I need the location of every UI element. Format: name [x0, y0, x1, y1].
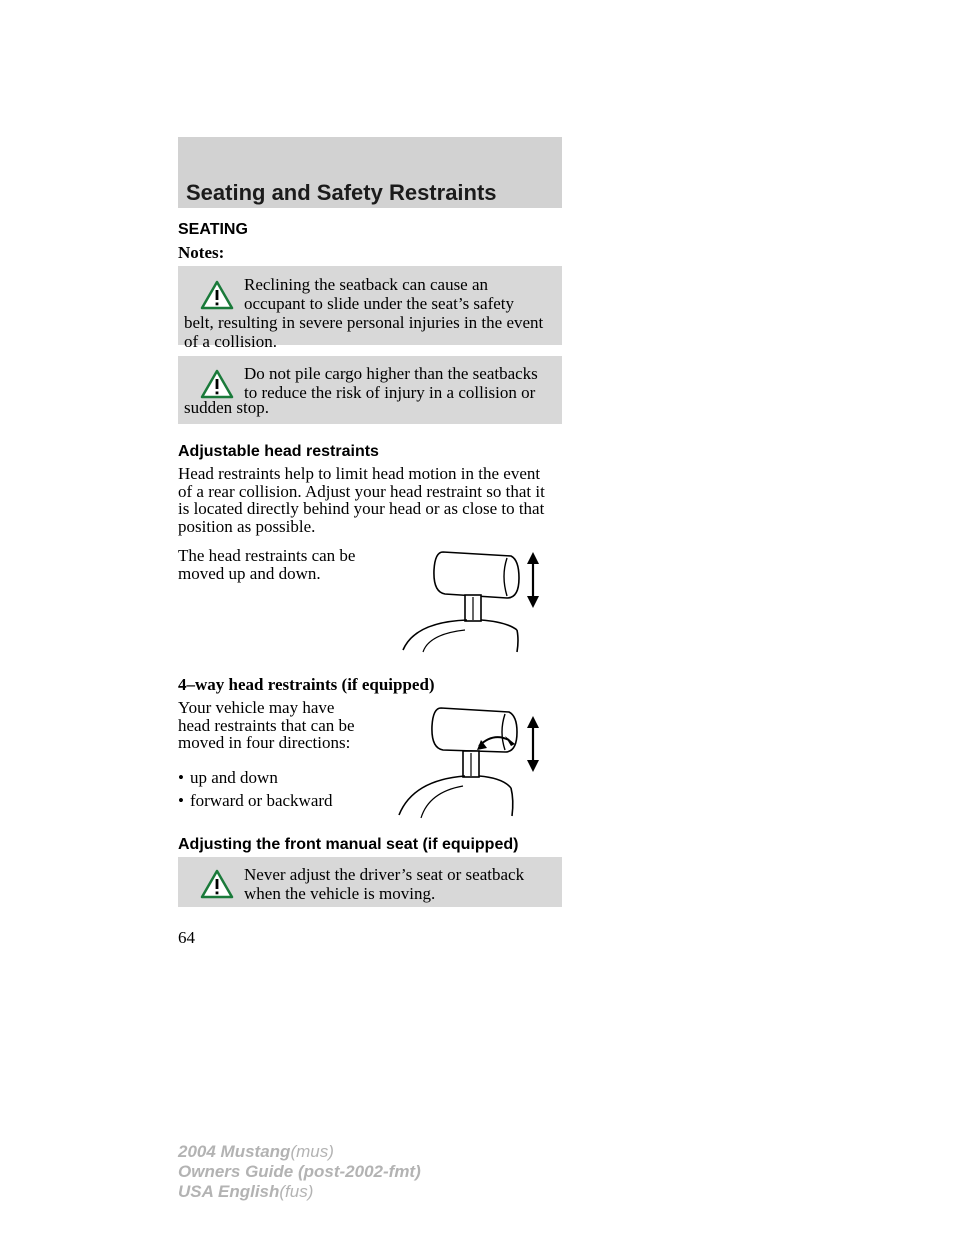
- footer-imprint: [178, 1142, 421, 1202]
- heading-four-way: 4–way head restraints (if equipped): [178, 675, 435, 694]
- footer-guide: Owners Guide (post-2002-fmt): [178, 1162, 421, 1181]
- section-title: SEATING: [178, 221, 248, 238]
- bullet-text: up and down: [190, 768, 278, 787]
- warning-text-rest: belt, resulting in severe personal injuries in the event of a collision.: [184, 313, 544, 351]
- bullet-item: • up and down: [178, 768, 278, 787]
- warning-box-cargo: [178, 356, 562, 424]
- bullet-text: forward or backward: [190, 791, 333, 810]
- page-number: 64: [178, 928, 195, 947]
- footer-language-code: (fus): [279, 1182, 314, 1201]
- notes-label: Notes:: [178, 243, 225, 262]
- paragraph-updown: The head restraints can be moved up and down.: [178, 546, 356, 583]
- warning-box-recline: [178, 266, 562, 351]
- head-restraint-four-way-illustration: [395, 700, 555, 825]
- paragraph-four-way: Your vehicle may have head restraints that can be moved in four directions:: [178, 698, 355, 752]
- warning-text-first: Never adjust the driver’s seat or seatback when the vehicle is moving.: [244, 865, 525, 903]
- warning-triangle-icon: [200, 869, 234, 899]
- warning-triangle-icon: [200, 280, 234, 310]
- heading-adjustable-head-restraints: Adjustable head restraints: [178, 443, 379, 460]
- warning-text-first: Reclining the seatback can cause an occupant to slide under the seat’s safety: [244, 275, 515, 313]
- bullet-item: • forward or backward: [178, 791, 333, 810]
- head-restraint-updown-illustration: [395, 540, 555, 660]
- footer-language: USA English: [178, 1182, 280, 1201]
- heading-front-manual-seat: Adjusting the front manual seat (if equipped): [178, 836, 519, 853]
- warning-text-first: Do not pile cargo higher than the seatbacks to reduce the risk of injury in a collision or: [244, 364, 538, 402]
- footer-model-code: (mus): [290, 1142, 334, 1161]
- footer-model: 2004 Mustang: [178, 1142, 291, 1161]
- paragraph-head-restraints: Head restraints help to limit head motion in the event of a rear collision. Adjust your head restraint so that it is located directly behind your head or as close to that position as possible.: [178, 464, 545, 536]
- page-header-title: Seating and Safety Restraints: [186, 180, 497, 205]
- warning-text-rest: sudden stop.: [184, 398, 269, 417]
- warning-triangle-icon: [200, 369, 234, 399]
- warning-box-driver-seat: [178, 857, 562, 907]
